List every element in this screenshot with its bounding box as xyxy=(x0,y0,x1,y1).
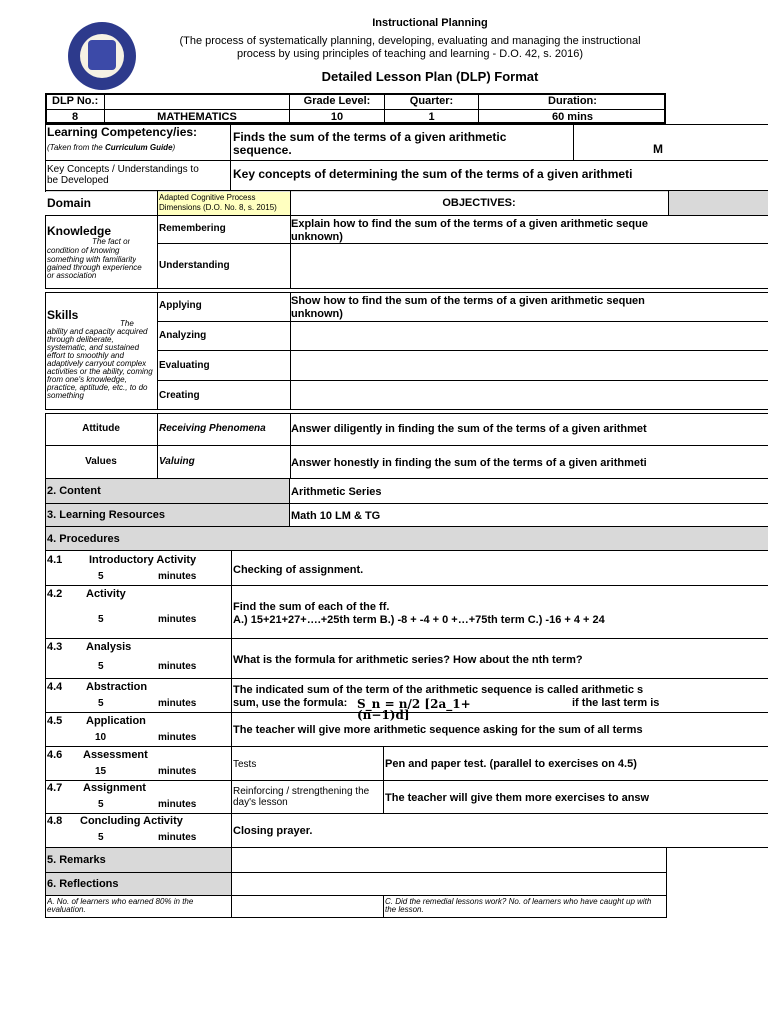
skills-label: Skills xyxy=(47,308,79,322)
procedure-minutes-value: 5 xyxy=(98,832,104,843)
quarter-label: Quarter: xyxy=(409,95,454,107)
reflection-c-line2: the lesson. xyxy=(385,905,424,914)
resources-value: Math 10 LM & TG xyxy=(291,510,381,522)
procedure-minutes-value: 5 xyxy=(98,571,104,582)
skills-objective-line1: Show how to find the sum of the terms of a given arithmetic sequen xyxy=(291,295,645,307)
knowledge-desc-line1: The fact or xyxy=(92,237,131,246)
procedure-name: Application xyxy=(86,715,146,727)
procedure-text-line1: The indicated sum of the term of the arithmetic sequence is called arithmetic s xyxy=(233,684,644,696)
procedure-name: Analysis xyxy=(86,641,132,653)
understanding-label: Understanding xyxy=(159,260,230,271)
domain-label: Domain xyxy=(47,196,92,210)
subject-value: MATHEMATICS xyxy=(157,111,237,123)
values-objective: Answer honestly in finding the sum of the terms of a given arithmeti xyxy=(291,457,647,469)
dlp-value: 8 xyxy=(71,111,79,123)
key-concepts-label-line1: Key Concepts / Understandings to xyxy=(47,164,199,175)
procedure-number: 4.6 xyxy=(47,749,63,761)
skills-block xyxy=(45,292,768,410)
formula-line1: S_n = n/2 [2a_1+ xyxy=(357,697,471,711)
procedure-minutes-word: minutes xyxy=(158,614,197,625)
knowledge-desc-line3: something with familiarity xyxy=(47,255,137,264)
procedure-minutes-value: 5 xyxy=(98,614,104,625)
attitude-dimension: Receiving Phenomena xyxy=(159,423,266,434)
skills-objective-line2: unknown) xyxy=(291,308,343,320)
values-dimension: Valuing xyxy=(159,456,195,467)
remarks-label: 5. Remarks xyxy=(47,854,106,866)
header-title: Instructional Planning xyxy=(372,17,488,29)
formula-line2: (n−1)d] xyxy=(357,708,410,722)
knowledge-desc-line5: or association xyxy=(47,271,97,280)
procedure-name: Activity xyxy=(86,588,126,600)
header-subtitle-line1: (The process of systematically planning, developing, evaluating and managing the instructional xyxy=(179,35,641,47)
procedure-minutes-value: 15 xyxy=(95,766,107,777)
knowledge-label: Knowledge xyxy=(47,224,112,238)
procedure-minutes-word: minutes xyxy=(158,698,197,709)
procedure-minutes-word: minutes xyxy=(158,571,197,582)
header-subtitle-line2: process by using principles of teaching and learning - D.O. 42, s. 2016) xyxy=(236,48,584,60)
procedure-minutes-word: minutes xyxy=(158,832,197,843)
reflections-label: 6. Reflections xyxy=(47,878,119,890)
procedure-minutes-value: 5 xyxy=(98,698,104,709)
attitude-label: Attitude xyxy=(82,423,120,434)
procedure-text: The teacher will give more arithmetic sequence asking for the sum of all terms xyxy=(233,724,643,736)
values-label: Values xyxy=(85,456,117,467)
skills-desc-line10: something xyxy=(47,391,84,400)
knowledge-objective-line1: Explain how to find the sum of the terms of a given arithmetic seque xyxy=(291,218,648,230)
procedure-number: 4.5 xyxy=(47,715,63,727)
evaluating-label: Evaluating xyxy=(159,360,210,371)
procedure-name: Introductory Activity xyxy=(89,554,197,566)
procedure-minutes-word: minutes xyxy=(158,766,197,777)
remembering-label: Remembering xyxy=(159,223,226,234)
skills-desc-line1: The xyxy=(120,319,134,328)
procedure-left-text: Tests xyxy=(233,759,257,770)
skills-desc-line5: effort to smoothly and xyxy=(47,351,124,360)
procedure-text: What is the formula for arithmetic series? How about the nth term? xyxy=(233,654,583,666)
competency-value-line1: Finds the sum of the terms of a given arithmetic xyxy=(233,130,507,144)
format-title: Detailed Lesson Plan (DLP) Format xyxy=(321,69,539,84)
skills-desc-line6: adaptively carryout complex xyxy=(47,359,147,368)
procedure-text: Closing prayer. xyxy=(233,825,313,837)
procedure-number: 4.7 xyxy=(47,782,63,794)
procedure-minutes-word: minutes xyxy=(158,799,197,810)
skills-desc-line9: practice, aptitude, etc., to do xyxy=(47,383,148,392)
procedure-number: 4.8 xyxy=(47,815,63,827)
procedure-name: Assessment xyxy=(83,749,148,761)
competency-note: (Taken from the Curriculum Guide) xyxy=(47,143,176,152)
creating-label: Creating xyxy=(159,390,200,401)
procedures-header-row xyxy=(45,527,768,551)
grade-label: Grade Level: xyxy=(303,95,371,107)
analyzing-label: Analyzing xyxy=(159,330,207,341)
attitude-objective: Answer diligently in finding the sum of the terms of a given arithmet xyxy=(291,423,647,435)
knowledge-desc-line4: gained through experience xyxy=(47,263,142,272)
procedure-text-line2a: sum, use the formula: xyxy=(233,697,348,709)
procedure-minutes-value: 5 xyxy=(98,661,104,672)
resources-label: 3. Learning Resources xyxy=(47,509,165,521)
reflection-a-line2: evaluation. xyxy=(47,905,86,914)
skills-desc-line7: activities or the ability, coming xyxy=(47,367,153,376)
applying-label: Applying xyxy=(159,300,202,311)
key-concepts-value: Key concepts of determining the sum of the terms of a given arithmeti xyxy=(233,167,633,181)
procedure-left-line2: day's lesson xyxy=(233,797,288,808)
content-label: 2. Content xyxy=(47,485,101,497)
procedure-number: 4.1 xyxy=(47,554,63,566)
skills-desc-line3: through deliberate, xyxy=(47,335,114,344)
dlp-label: DLP No.: xyxy=(52,95,99,107)
skills-desc-line8: from one's knowledge, xyxy=(47,375,127,384)
procedure-minutes-word: minutes xyxy=(158,661,197,672)
quarter-value: 1 xyxy=(428,111,435,123)
competency-code: M xyxy=(653,142,663,156)
skills-desc-line4: systematic, and sustained xyxy=(47,343,140,352)
knowledge-desc-line2: condition of knowing xyxy=(47,246,120,255)
procedure-minutes-word: minutes xyxy=(158,732,197,743)
duration-value: 60 mins xyxy=(552,111,593,123)
procedure-number: 4.3 xyxy=(47,641,63,653)
reflection-a-line1: A. No. of learners who earned 80% in the xyxy=(47,897,194,906)
procedure-number: 4.2 xyxy=(47,588,63,600)
procedure-minutes-value: 10 xyxy=(95,732,107,743)
procedure-text: Pen and paper test. (parallel to exercises on 4.5) xyxy=(385,758,637,770)
procedure-text: Checking of assignment. xyxy=(233,564,364,576)
skills-desc-line2: ability and capacity acquired xyxy=(47,327,148,336)
procedure-name: Abstraction xyxy=(86,681,148,693)
procedures-label: 4. Procedures xyxy=(47,533,120,545)
grade-value: 10 xyxy=(330,111,344,123)
procedure-text: The teacher will give them more exercises to answ xyxy=(385,792,650,804)
procedure-minutes-value: 5 xyxy=(98,799,104,810)
reflection-c-line1: C. Did the remedial lessons work? No. of learners who have caught up with xyxy=(385,897,652,906)
procedure-left-line1: Reinforcing / strengthening the xyxy=(233,786,370,797)
procedure-name: Assignment xyxy=(83,782,146,794)
procedure-text-line2b: if the last term is xyxy=(572,697,660,709)
duration-label: Duration: xyxy=(548,95,597,107)
competency-value-line2: sequence. xyxy=(233,143,292,157)
procedure-number: 4.4 xyxy=(47,681,63,693)
procedure-text-line1: Find the sum of each of the ff. xyxy=(233,601,390,613)
key-concepts-label-line2: be Developed xyxy=(47,175,109,186)
competency-label: Learning Competency/ies: xyxy=(47,125,198,139)
procedure-name: Concluding Activity xyxy=(80,815,183,827)
knowledge-objective-line2: unknown) xyxy=(291,231,343,243)
acpd-label-line1: Adapted Cognitive Process xyxy=(159,193,256,202)
procedure-text-line2: A.) 15+21+27+….+25th term B.) -8 + -4 + 0 +…+75th term C.) -16 + 4 + 24 xyxy=(233,614,605,626)
content-value: Arithmetic Series xyxy=(291,486,382,498)
objectives-header: OBJECTIVES: xyxy=(442,197,516,209)
acpd-label-line2: Dimensions (D.O. No. 8, s. 2015) xyxy=(159,203,277,212)
deped-seal-logo xyxy=(68,22,136,90)
